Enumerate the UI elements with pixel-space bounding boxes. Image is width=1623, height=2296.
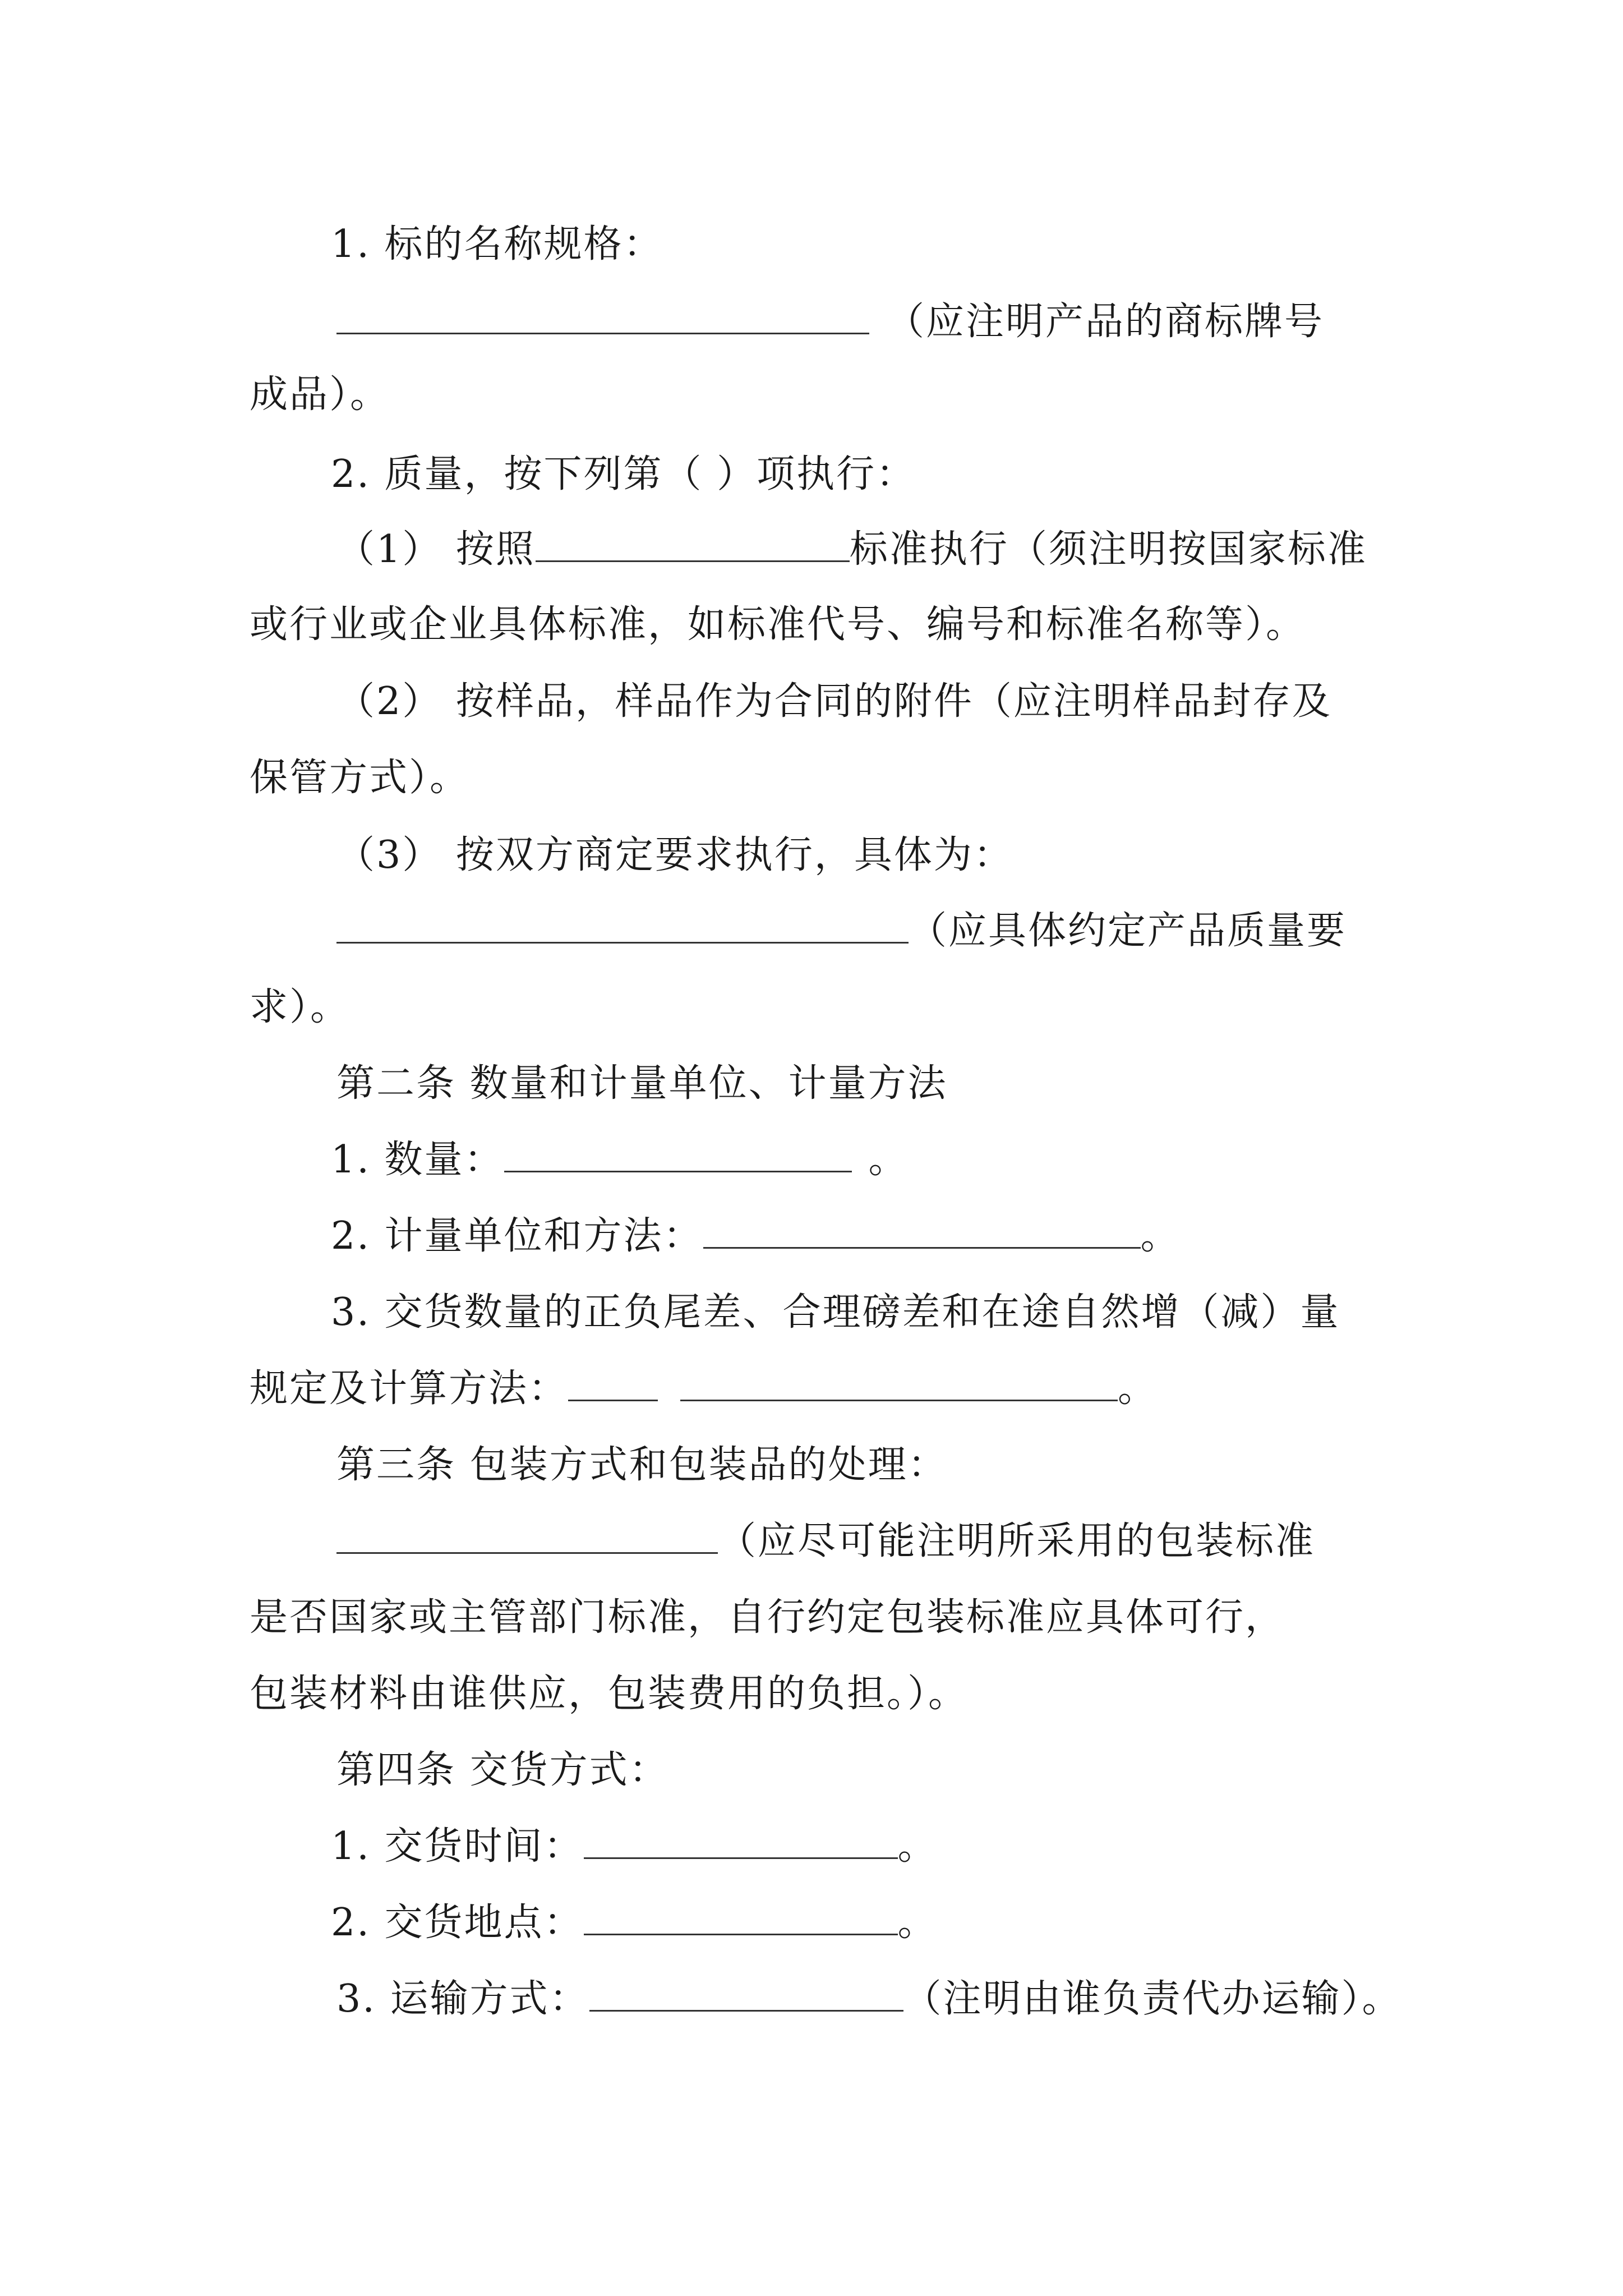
article-2-title: [336, 1057, 948, 1111]
text: 2. 交货地点：: [331, 1901, 584, 1945]
text: 标准执行（须注明按国家标准: [849, 527, 1367, 572]
tolerance-line: [331, 1286, 1340, 1340]
packaging-line: [336, 1515, 1315, 1568]
text: （应注明产品的商标牌号: [886, 300, 1325, 344]
text: 求）。: [250, 985, 351, 1029]
quality-option-3-cont: [250, 981, 350, 1034]
article-3-title: [336, 1438, 948, 1492]
fill-blank[interactable]: [536, 523, 850, 562]
fill-blank[interactable]: [589, 1973, 903, 2012]
text: （应尽可能注明所采用的包装标准: [718, 1519, 1316, 1563]
text: 包装材料由谁供应，包装费用的负担。）。: [250, 1672, 969, 1716]
text: 规定及计算方法：: [250, 1366, 569, 1411]
text: 3. 交货数量的正负尾差、合理磅差和在途自然增（减）量: [331, 1290, 1340, 1335]
text: 1. 交货时间：: [331, 1824, 584, 1869]
fill-blank[interactable]: [336, 1515, 718, 1554]
text: 。: [897, 1901, 938, 1945]
text: （3） 按双方商定要求执行，具体为：: [336, 833, 1013, 877]
fill-blank[interactable]: [336, 905, 909, 944]
text: 保管方式）。: [250, 756, 470, 800]
article-4-title: [336, 1743, 669, 1797]
tolerance-cont: [250, 1362, 1158, 1416]
transport-line: [336, 1972, 1402, 2026]
fill-blank[interactable]: [703, 1210, 1141, 1249]
quantity-line: [331, 1133, 909, 1187]
text: 第四条 交货方式：: [336, 1748, 669, 1792]
text: （2） 按样品，样品作为合同的附件（应注明样品封存及: [336, 679, 1332, 724]
unit-method-line: [331, 1209, 1181, 1263]
quality-option-3-line: [336, 904, 1347, 958]
text: 是否国家或主管部门标准，自行约定包装标准应具体可行，: [250, 1595, 1285, 1640]
text: 。: [1118, 1366, 1158, 1411]
text: （注明由谁负责代办运输）。: [903, 1977, 1402, 2021]
text: 成品）。: [250, 372, 390, 417]
text: 。: [1140, 1214, 1181, 1258]
quality-option-2-cont: [250, 751, 469, 805]
clause-1-brand-line: [336, 295, 1324, 349]
text: （应具体约定产品质量要: [909, 909, 1347, 953]
text: 。: [897, 1824, 938, 1869]
clause-1-brand-cont: [250, 368, 390, 422]
text: 1. 标的名称规格：: [331, 222, 663, 266]
fill-blank[interactable]: [504, 1134, 852, 1172]
quality-option-2: [336, 675, 1332, 729]
text: 2. 质量，按下列第（ ）项执行：: [331, 452, 916, 496]
quality-option-1-cont: [250, 598, 1306, 652]
clause-1-title: [331, 218, 663, 272]
text: 或行业或企业具体标准，如标准代号、编号和标准名称等）。: [250, 602, 1306, 647]
text: （1） 按照: [336, 527, 536, 572]
packaging-cont-2: [250, 1667, 968, 1721]
packaging-cont-1: [250, 1591, 1285, 1645]
delivery-time-line: [331, 1820, 938, 1874]
text: 3. 运输方式：: [336, 1977, 589, 2021]
clause-2-title: [331, 448, 916, 501]
fill-blank[interactable]: [568, 1363, 658, 1401]
quality-option-3: [336, 829, 1013, 882]
fill-blank[interactable]: [584, 1897, 898, 1935]
text: 。: [868, 1138, 909, 1182]
fill-blank[interactable]: [680, 1363, 1118, 1401]
text: 第二条 数量和计量单位、计量方法: [336, 1061, 948, 1106]
delivery-place-line: [331, 1896, 938, 1950]
text: 1. 数量：: [331, 1138, 504, 1182]
fill-blank[interactable]: [584, 1820, 898, 1859]
text: 第三条 包装方式和包装品的处理：: [336, 1443, 948, 1487]
text: 2. 计量单位和方法：: [331, 1214, 703, 1258]
quality-option-1: [336, 523, 1367, 577]
fill-blank[interactable]: [336, 296, 869, 334]
